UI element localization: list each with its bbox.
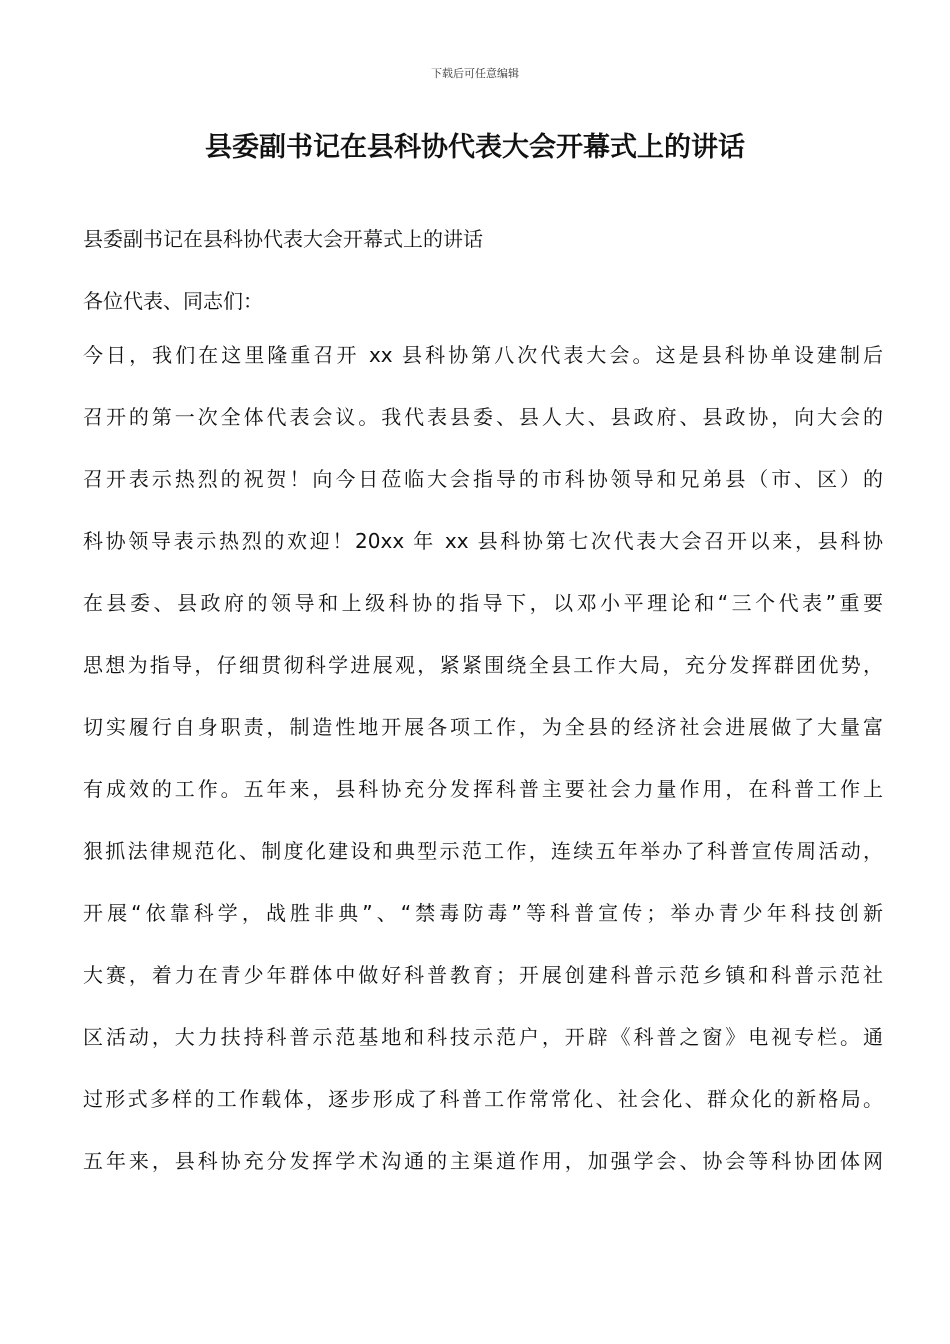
paragraph-line: 在县委、县政府的领导和上级科协的指导下，以邓小平理论和“三个代表”重要 — [83, 591, 883, 615]
salutation — [83, 270, 883, 332]
paragraph-line: 有成效的工作。五年来，县科协充分发挥科普主要社会力量作用，在科普工作上 — [83, 777, 883, 801]
paragraph-line: 今日，我们在这里隆重召开 xx 县科协第八次代表大会。这是县科协单设建制后 — [83, 343, 883, 367]
subtitle-text: 县委副书记在县科协代表大会开幕式上的讲话 — [83, 227, 483, 251]
paragraph-line: 开展“依靠科学，战胜非典”、“禁毒防毒”等科普宣传；举办青少年科技创新 — [83, 901, 883, 925]
paragraph-line: 五年来，县科协充分发挥学术沟通的主渠道作用，加强学会、协会等科协团体网 — [83, 1149, 883, 1173]
paragraph-line: 大赛，着力在青少年群体中做好科普教育；开展创建科普示范乡镇和科普示范社 — [83, 963, 883, 987]
body-paragraph — [83, 324, 883, 1192]
paragraph-line: 狠抓法律规范化、制度化建设和典型示范工作，连续五年举办了科普宣传周活动， — [83, 839, 883, 863]
paragraph-line: 召开表示热烈的祝贺！向今日莅临大会指导的市科协领导和兄弟县（市、区）的 — [83, 467, 883, 491]
paragraph-line: 过形式多样的工作载体，逐步形成了科普工作常常化、社会化、群众化的新格局。 — [83, 1087, 883, 1111]
paragraph-line: 切实履行自身职责，制造性地开展各项工作，为全县的经济社会进展做了大量富 — [83, 715, 883, 739]
paragraph-line: 召开的第一次全体代表会议。我代表县委、县人大、县政府、县政协，向大会的 — [83, 405, 883, 429]
header-note: 下载后可任意编辑 — [431, 67, 519, 80]
paragraph-line: 思想为指导，仔细贯彻科学进展观，紧紧围绕全县工作大局，充分发挥群团优势， — [83, 653, 883, 677]
document-title: 县委副书记在县科协代表大会开幕式上的讲话 — [205, 132, 745, 163]
document-subtitle — [83, 208, 883, 270]
salutation-text: 各位代表、同志们： — [83, 289, 263, 313]
paragraph-line: 区活动，大力扶持科普示范基地和科技示范户，开辟《科普之窗》电视专栏。通 — [83, 1025, 883, 1049]
paragraph-line: 科协领导表示热烈的欢迎！20xx 年 xx 县科协第七次代表大会召开以来，县科协 — [83, 529, 883, 553]
